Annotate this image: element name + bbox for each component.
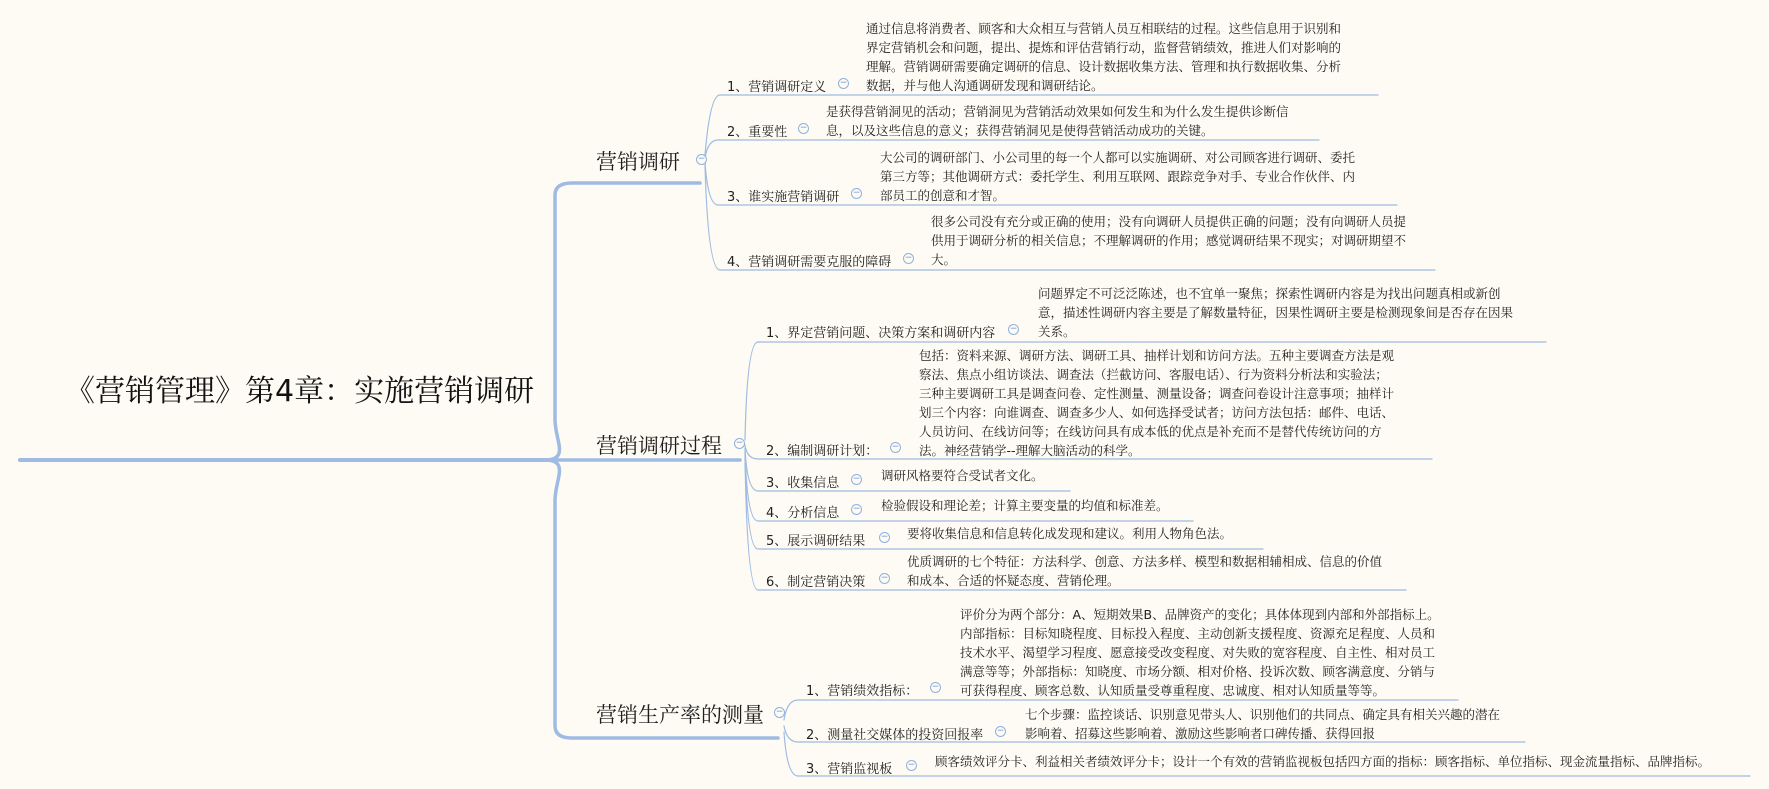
collapse-icon[interactable]: − xyxy=(1009,324,1018,334)
collapse-icon[interactable]: − xyxy=(891,442,900,452)
collapse-icon[interactable]: − xyxy=(852,504,861,514)
collapse-icon[interactable]: − xyxy=(852,474,861,484)
detail-present-results: 要将收集信息和信息转化成发现和建议。利用人物角色法。 xyxy=(907,526,1233,541)
detail-social-roi: 七个步骤：监控谈话、识别意见带头人、识别他们的共同点、确定具有相关兴趣的潜在 影响着、招募这些影响着、激励这些影响者口碑传播、获得回报 xyxy=(1025,707,1501,741)
node-marketing-dashboard[interactable]: 3、营销监视板 xyxy=(806,762,893,777)
node-present-results[interactable]: 5、展示调研结果 xyxy=(766,534,866,549)
detail-importance: 是获得营销洞见的活动；营销洞见为营销活动效果如何发生和为什么发生提供诊断信 息，以及这些信息的意义；获得营销洞见是使得营销活动成功的关键。 xyxy=(826,104,1289,138)
collapse-icon[interactable]: − xyxy=(880,532,889,542)
collapse-icon[interactable]: − xyxy=(775,707,784,717)
node-obstacles[interactable]: 4、营销调研需要克服的障碍 xyxy=(727,255,892,270)
node-research-definition[interactable]: 1、营销调研定义 xyxy=(727,80,827,95)
detail-collect-info: 调研风格要符合受试者文化。 xyxy=(881,468,1044,483)
root-topic[interactable]: 《营销管理》第4章：实施营销调研 xyxy=(65,374,535,409)
detail-performance-metrics: 评价分为两个部分：A、短期效果B、品牌资产的变化；具体体现到内部和外部指标上。 内部指标：目标知晓程度、目标投入程度、主动创新支援程度、资源充足程度、人员和 技术水平、渴望学习程度、愿意接受改变程度、对失败的宽容程度、自主性、相对员工 满意等等；外部指标：知晓度、市场分额、相对价格、投诉次数、顾客满意度、分销与 可获得程度、顾客总数、认知质量受尊重程度、忠诚度、相对认知质量等等。 xyxy=(960,607,1440,698)
detail-who-conducts: 大公司的调研部门、小公司里的每一个人都可以实施调研、对公司顾客进行调研、委托 第三方等；其他调研方式：委托学生、利用互联网、跟踪竞争对手、专业合作伙伴、内 部员工的创意和才智。 xyxy=(880,150,1356,203)
connector-root-branch-3 xyxy=(545,460,778,738)
node-research-plan[interactable]: 2、编制调研计划： xyxy=(766,444,879,459)
detail-obstacles: 很多公司没有充分或正确的使用；没有向调研人员提供正确的问题；没有向调研人员提 供用于调研分析的相关信息；不理解调研的作用；感觉调研结果不现实；对调研期望不 大。 xyxy=(931,214,1407,267)
branch-productivity[interactable]: 营销生产率的测量 xyxy=(596,703,764,727)
collapse-icon[interactable]: − xyxy=(880,573,889,583)
collapse-icon[interactable]: − xyxy=(904,253,913,263)
detail-make-decision: 优质调研的七个特征：方法科学、创意、方法多样、模型和数据相辅相成、信息的价值 和成本、合适的怀疑态度、营销伦理。 xyxy=(907,554,1383,588)
collapse-icon[interactable]: − xyxy=(799,123,808,133)
node-collect-info[interactable]: 3、收集信息 xyxy=(766,476,840,491)
collapse-icon[interactable]: − xyxy=(996,726,1005,736)
detail-marketing-dashboard: 顾客绩效评分卡、利益相关者绩效评分卡；设计一个有效的营销监视板包括四方面的指标：顾客指标、单位指标、现金流量指标、品牌指标。 xyxy=(935,754,1711,769)
connector-root-branch-1 xyxy=(545,183,700,460)
detail-research-plan: 包括：资料来源、调研方法、调研工具、抽样计划和访问方法。五种主要调查方法是观 察法、焦点小组访谈法、调查法（拦截访问、客服电话）、行为资料分析法和实验法； 三种主要调研工具是调查问卷、定性测量、测量设备；调查问卷设计注意事项；抽样计 划三个内容：向谁调查、调查多少人、如何选择受试者；访问方法包括：邮件、电话、 人员访问、在线访问等；在线访问具有成本低的优点是补充而不是替代传统访问的方 法。神经营销学--理解大脑活动的科学。 xyxy=(919,348,1395,458)
detail-research-definition: 通过信息将消费者、顾客和大众相互与营销人员互相联结的过程。这些信息用于识别和 界定营销机会和问题，提出、提炼和评估营销行动，监督营销绩效，推进人们对影响的 理解。营销调研需要确定调研的信息、设计数据收集方法、管理和执行数据收集、分析 数据，并与他人沟通调研发现和调研结论。 xyxy=(866,21,1342,93)
node-who-conducts[interactable]: 3、谁实施营销调研 xyxy=(727,190,840,205)
node-analyze-info[interactable]: 4、分析信息 xyxy=(766,506,840,521)
detail-define-problem: 问题界定不可泛泛陈述，也不宜单一聚焦；探索性调研内容是为找出问题真相或新创 意，描述性调研内容主要是了解数量特征，因果性调研主要是检测现象间是否存在因果 关系。 xyxy=(1038,286,1514,339)
branch-marketing-research[interactable]: 营销调研 xyxy=(596,150,680,174)
node-performance-metrics[interactable]: 1、营销绩效指标： xyxy=(806,684,919,699)
collapse-icon[interactable]: − xyxy=(839,78,848,88)
collapse-icon[interactable]: − xyxy=(907,760,916,770)
collapse-icon[interactable]: − xyxy=(852,188,861,198)
node-define-problem[interactable]: 1、界定营销问题、决策方案和调研内容 xyxy=(766,326,996,341)
node-importance[interactable]: 2、重要性 xyxy=(727,125,788,140)
node-make-decision[interactable]: 6、制定营销决策 xyxy=(766,575,866,590)
collapse-icon[interactable]: − xyxy=(735,438,744,448)
collapse-icon[interactable]: − xyxy=(697,154,706,164)
detail-analyze-info: 检验假设和理论差；计算主要变量的均值和标准差。 xyxy=(881,498,1169,513)
branch-research-process[interactable]: 营销调研过程 xyxy=(596,434,722,458)
collapse-icon[interactable]: − xyxy=(931,682,940,692)
node-social-roi[interactable]: 2、测量社交媒体的投资回报率 xyxy=(806,728,984,743)
